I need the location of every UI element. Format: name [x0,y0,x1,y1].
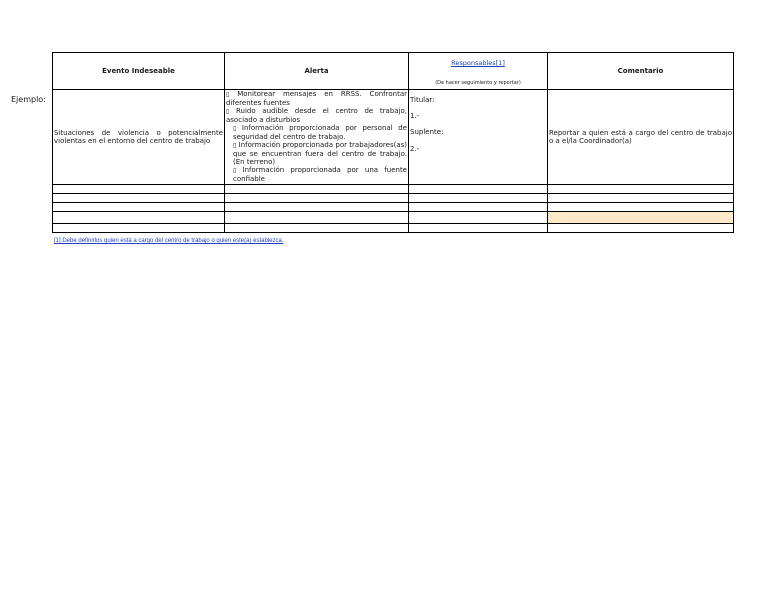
table-row-example [53,90,734,185]
responsables-link[interactable]: Responsables[1] [451,59,505,67]
table-row [53,224,734,233]
titular-number: 1.- [410,112,420,120]
highlighted-cell[interactable] [548,212,734,224]
cell-comentario[interactable]: Reportar a quien está a cargo del centro de trabajo o a el/la Coordinador(a) [548,90,734,185]
table-row [53,194,734,203]
header-responsables [409,53,548,90]
alerta-item: ▯ Información proporcionada por una fuente confiable [233,166,407,183]
header-evento: Evento Indeseable [53,53,225,90]
cell-responsables[interactable] [409,90,548,185]
responsables-subtitle: (De hacer seguimiento y reportar) [435,80,521,86]
table-row [53,203,734,212]
cell-alerta[interactable] [225,90,409,185]
bullet-icon: ▯ [233,142,237,149]
footnote-link[interactable]: [1] Debe definirlos quien está a cargo del centro de trabajo o quien este(a) establezca. [54,238,284,244]
alerta-item: ▯ Ruido audible desde el centro de trabajo, asociado a disturbios [226,107,408,124]
alerta-item: ▯ Monitorear mensajes en RRSS. Confrontar diferentes fuentes [226,90,407,107]
header-row [53,53,734,90]
header-alerta: Alerta [225,53,409,90]
table-row [53,185,734,194]
header-comentario: Comentario [548,53,734,90]
bullet-icon: ▯ [226,91,230,98]
bullet-icon: ▯ [233,167,237,174]
suplente-number: 2.- [410,145,420,153]
cell-evento[interactable]: Situaciones de violencia o potencialmente violentas en el entorno del centro de trabajo [53,90,225,185]
alerta-item: ▯ Información proporcionada por trabajadores(as) que se encuentran fuera del centro de trabajo. (En terreno) [233,141,407,166]
alerta-item: ▯ Información proporcionada por personal de seguridad del centro de trabajo. [233,124,407,141]
bullet-icon: ▯ [233,125,237,132]
table-row [53,212,734,224]
bullet-icon: ▯ [226,108,230,115]
titular-label: Titular: [410,96,435,104]
events-table [52,52,734,233]
example-label: Ejemplo: [11,95,46,104]
suplente-label: Suplente: [410,128,444,136]
